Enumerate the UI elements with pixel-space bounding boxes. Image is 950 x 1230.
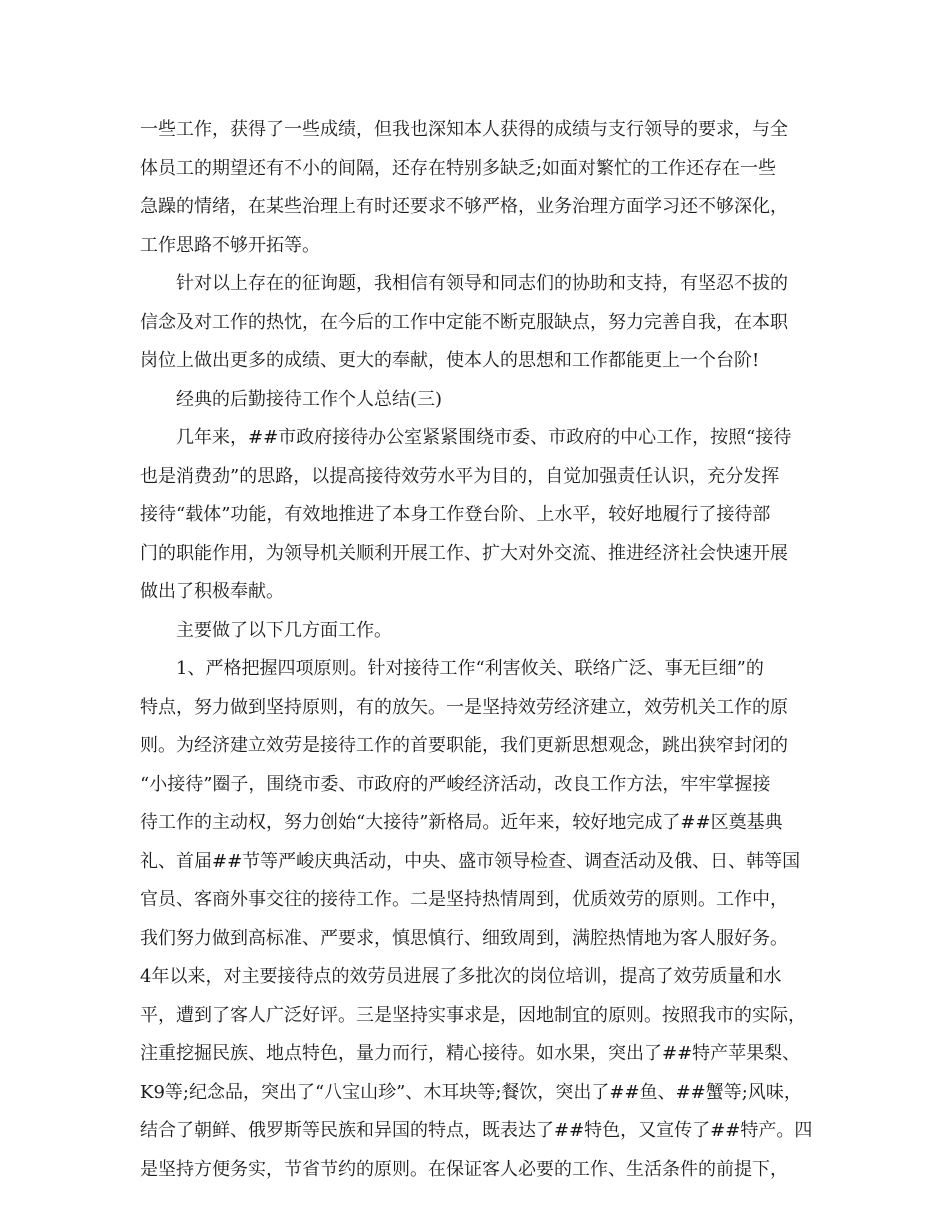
- document-line: 礼、首届##节等严峻庆典活动，中央、盛市领导检查、调查活动及俄、日、韩等国: [140, 850, 801, 872]
- document-line: 工作思路不够开拓等。: [140, 234, 320, 256]
- document-line: 我们努力做到高标准、严要求，慎思慎行、细致周到，满腔热情地为客人服好务。: [140, 927, 788, 949]
- document-body: [140, 111, 820, 1189]
- document-line: “小接待”圈子，围绕市委、市政府的严峻经济活动，改良工作方法，牢牢掌握接: [140, 773, 771, 795]
- document-line: 一些工作，获得了一些成绩，但我也深知本人获得的成绩与支行领导的要求，与全: [140, 119, 788, 140]
- document-line: 官员、客商外事交往的接待工作。二是坚持热情周到，优质效劳的原则。工作中，: [140, 889, 788, 910]
- document-line: 针对以上存在的征询题，我相信有领导和同志们的协助和支持，有坚忍不拔的: [176, 273, 788, 294]
- document-line: 4年以来，对主要接待点的效劳员进展了多批次的岗位培训，提高了效劳质量和水: [140, 966, 782, 987]
- document-line: 主要做了以下几方面工作。: [176, 619, 392, 641]
- document-line: 接待“载体”功能，有效地推进了本身工作登台阶、上水平，较好地履行了接待部: [140, 504, 771, 525]
- document-line: 1、严格把握四项原则。针对接待工作“利害攸关、联络广泛、事无巨细”的: [176, 658, 764, 679]
- document-line: 则。为经济建立效劳是接待工作的首要职能，我们更新思想观念，跳出狭窄封闭的: [140, 735, 788, 756]
- document-line: 也是消费劲”的思路，以提高接待效劳水平为目的，自觉加强责任认识，充分发挥: [140, 465, 780, 487]
- document-line: 经典的后勤接待工作个人总结(三): [176, 388, 443, 410]
- document-line: 急躁的情绪，在某些治理上有时还要求不够严格，业务治理方面学习还不够深化，: [140, 196, 788, 217]
- document-line: 是坚持方便务实，节省节约的原则。在保证客人必要的工作、生活条件的前提下，: [140, 1158, 788, 1180]
- document-line: 特点，努力做到坚持原则，有的放矢。一是坚持效劳经济建立，效劳机关工作的原: [140, 696, 788, 718]
- document-line: 几年来，##市政府接待办公室紧紧围绕市委、市政府的中心工作，按照“接待: [176, 427, 792, 448]
- document-line: 注重挖掘民族、地点特色，量力而行，精心接待。如水果，突出了##特产苹果梨、: [140, 1043, 801, 1064]
- document-line: 结合了朝鲜、俄罗斯等民族和异国的特点，既表达了##特色，又宣传了##特产。四: [140, 1120, 813, 1141]
- document-line: 信念及对工作的热忱，在今后的工作中定能不断克服缺点，努力完善自我，在本职: [140, 311, 788, 333]
- document-line: 待工作的主动权，努力创始“大接待”新格局。近年来，较好地完成了##区奠基典: [140, 812, 783, 833]
- document-line: 做出了积极奉献。: [140, 581, 284, 602]
- document-line: 门的职能作用，为领导机关顺利开展工作、扩大对外交流、推进经济社会快速开展: [140, 542, 788, 564]
- document-line: 岗位上做出更多的成绩、更大的奉献，使本人的思想和工作都能更上一个台阶!: [140, 350, 760, 371]
- document-line: 平，遭到了客人广泛好评。三是坚持实事求是，因地制宜的原则。按照我市的实际，: [140, 1004, 806, 1026]
- document-line: 体员工的期望还有不小的间隔，还存在特别多缺乏;如面对繁忙的工作还存在一些: [140, 157, 777, 179]
- document-line: K9等;纪念品，突出了“八宝山珍”、木耳块等;餐饮，突出了##鱼、##蟹等;风味，: [140, 1081, 802, 1103]
